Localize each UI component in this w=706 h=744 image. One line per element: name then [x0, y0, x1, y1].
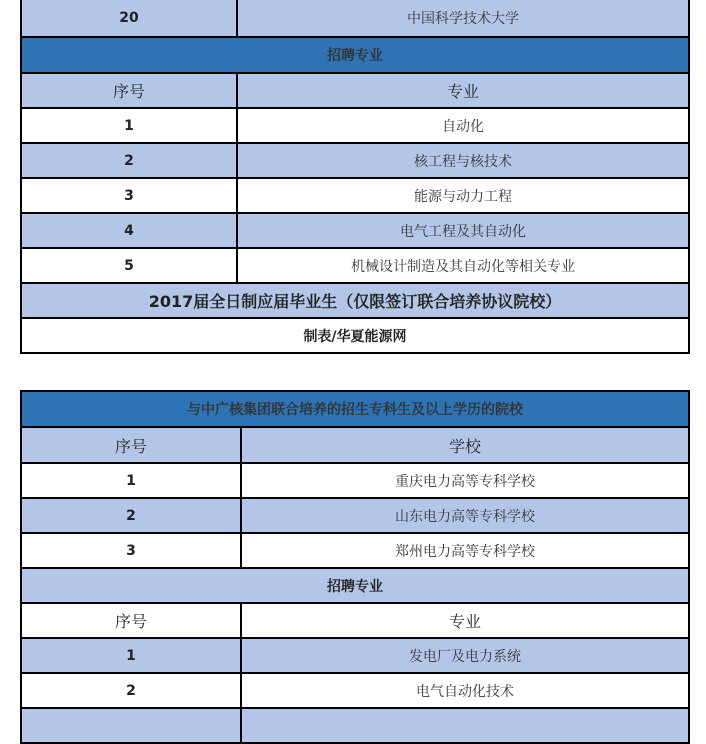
table-credit: 制表/华夏能源网 — [21, 318, 689, 353]
column-headers — [21, 427, 689, 463]
table-title-row — [21, 391, 689, 427]
major-name: 能源与动力工程 — [237, 178, 689, 213]
row-number: 2 — [21, 143, 237, 178]
credit-row — [21, 318, 689, 353]
table-row — [21, 533, 689, 568]
header-school: 学校 — [241, 427, 689, 463]
table-row — [21, 0, 689, 37]
column-headers — [21, 603, 689, 638]
major-name: 核工程与核技术 — [237, 143, 689, 178]
major-name: 电气工程及其自动化 — [237, 213, 689, 248]
table-row — [21, 143, 689, 178]
partner-schools-table — [20, 390, 690, 744]
cut-off-cell — [21, 708, 241, 743]
note-row — [21, 283, 689, 318]
table-row — [21, 108, 689, 143]
major-name: 电气自动化技术 — [241, 673, 689, 708]
school-name: 山东电力高等专科学校 — [241, 498, 689, 533]
table-row — [21, 498, 689, 533]
table-row — [21, 213, 689, 248]
row-number: 2 — [21, 673, 241, 708]
major-name: 发电厂及电力系统 — [241, 638, 689, 673]
row-number: 3 — [21, 533, 241, 568]
section-title: 招聘专业 — [21, 37, 689, 73]
section-header — [21, 568, 689, 603]
table-row — [21, 673, 689, 708]
table-row — [21, 178, 689, 213]
section-header — [21, 37, 689, 73]
table-row — [21, 708, 689, 743]
school-name: 重庆电力高等专科学校 — [241, 463, 689, 498]
header-major: 专业 — [237, 73, 689, 108]
section-title: 招聘专业 — [21, 568, 689, 603]
row-number: 1 — [21, 463, 241, 498]
school-name: 中国科学技术大学 — [237, 0, 689, 37]
table-row — [21, 248, 689, 283]
table-row — [21, 638, 689, 673]
row-number: 1 — [21, 638, 241, 673]
header-number: 序号 — [21, 427, 241, 463]
major-name: 自动化 — [237, 108, 689, 143]
row-number: 20 — [21, 0, 237, 37]
row-number: 2 — [21, 498, 241, 533]
table-row — [21, 463, 689, 498]
school-name: 郑州电力高等专科学校 — [241, 533, 689, 568]
table-title: 与中广核集团联合培养的招生专科生及以上学历的院校 — [21, 391, 689, 427]
row-number: 3 — [21, 178, 237, 213]
row-number: 4 — [21, 213, 237, 248]
header-number: 序号 — [21, 603, 241, 638]
column-headers — [21, 73, 689, 108]
row-number: 5 — [21, 248, 237, 283]
eligibility-note: 2017届全日制应届毕业生（仅限签订联合培养协议院校） — [21, 283, 689, 318]
major-name: 机械设计制造及其自动化等相关专业 — [237, 248, 689, 283]
header-number: 序号 — [21, 73, 237, 108]
majors-table-1 — [20, 0, 690, 354]
row-number: 1 — [21, 108, 237, 143]
cut-off-cell — [241, 708, 689, 743]
header-major: 专业 — [241, 603, 689, 638]
